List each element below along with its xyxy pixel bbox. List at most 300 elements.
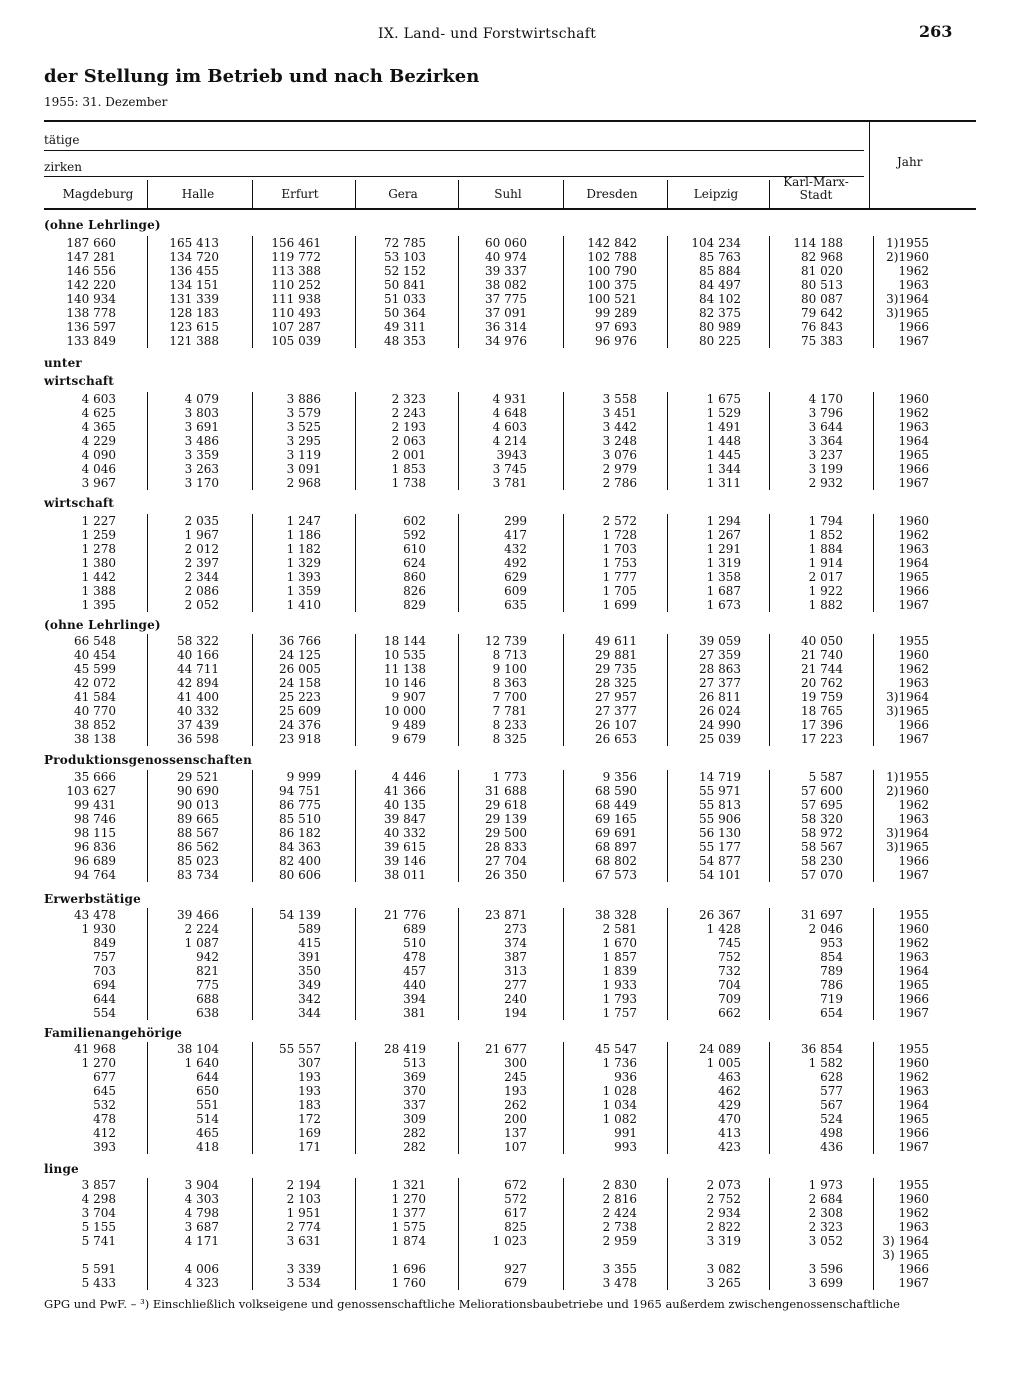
table-cell: 1 087: [184, 936, 219, 950]
table-cell: 3943: [496, 448, 527, 462]
table-cell: 3 248: [602, 434, 637, 448]
table-cell: 1 738: [391, 476, 426, 490]
table-cell: 4 046: [81, 462, 116, 476]
table-cell: 54 101: [699, 868, 741, 882]
table-row: [0, 598, 1024, 612]
table-cell: 94 751: [279, 784, 321, 798]
table-cell: 55 557: [279, 1042, 321, 1056]
table-cell: 423: [718, 1140, 741, 1154]
header-label-zirken: zirken: [44, 160, 82, 174]
table-cell: 3 631: [286, 1234, 321, 1248]
table-cell: 369: [403, 1070, 426, 1084]
table-cell: 1 442: [81, 570, 116, 584]
year-cell: 1964: [898, 964, 929, 978]
header-bottom-rule: [44, 208, 976, 210]
table-cell: 193: [298, 1070, 321, 1084]
table-cell: 300: [504, 1056, 527, 1070]
table-cell: 7 700: [492, 690, 527, 704]
year-cell: 2)1960: [886, 250, 929, 264]
year-cell: 3)1964: [886, 826, 929, 840]
table-cell: 2 308: [808, 1206, 843, 1220]
table-row: [0, 1084, 1024, 1098]
table-cell: 953: [820, 936, 843, 950]
table-cell: 133 849: [66, 334, 116, 348]
year-cell: 1966: [898, 1126, 929, 1140]
table-cell: 342: [298, 992, 321, 1006]
table-cell: 1 278: [81, 542, 116, 556]
table-cell: 1 359: [286, 584, 321, 598]
table-cell: 854: [820, 950, 843, 964]
year-cell: 3)1965: [886, 840, 929, 854]
table-cell: 66 548: [74, 634, 116, 648]
table-cell: 282: [403, 1126, 426, 1140]
table-cell: 28 833: [485, 840, 527, 854]
table-cell: 5 591: [81, 1262, 116, 1276]
table-cell: 49 311: [384, 320, 426, 334]
table-cell: 102 788: [587, 250, 637, 264]
table-cell: 26 811: [699, 690, 741, 704]
table-row: [0, 420, 1024, 434]
table-cell: 1 839: [602, 964, 637, 978]
table-row: [0, 1234, 1024, 1248]
table-cell: 3 558: [602, 392, 637, 406]
table-cell: 83 734: [177, 868, 219, 882]
table-cell: 638: [196, 1006, 219, 1020]
table-cell: 1 640: [184, 1056, 219, 1070]
table-cell: 37 439: [177, 718, 219, 732]
table-cell: 55 971: [699, 784, 741, 798]
table-cell: 462: [718, 1084, 741, 1098]
table-cell: 111 938: [271, 292, 321, 306]
table-cell: 86 182: [279, 826, 321, 840]
table-cell: 85 763: [699, 250, 741, 264]
table-row: [0, 732, 1024, 746]
table-cell: 136 597: [66, 320, 116, 334]
table-cell: 31 697: [801, 908, 843, 922]
table-cell: 3 967: [81, 476, 116, 490]
table-cell: 478: [93, 1112, 116, 1126]
table-cell: 617: [504, 1206, 527, 1220]
section-title-line2: wirtschaft: [44, 374, 115, 388]
table-cell: 1 321: [391, 1178, 426, 1192]
year-column-label: Jahr: [897, 155, 923, 169]
table-cell: 103 627: [66, 784, 116, 798]
table-cell: 37 775: [485, 292, 527, 306]
table-cell: 650: [196, 1084, 219, 1098]
table-cell: 524: [820, 1112, 843, 1126]
table-cell: 1 705: [602, 584, 637, 598]
table-cell: 17 396: [801, 718, 843, 732]
table-cell: 2 959: [602, 1234, 637, 1248]
table-cell: 1 270: [391, 1192, 426, 1206]
table-cell: 1 793: [602, 992, 637, 1006]
table-cell: 85 023: [177, 854, 219, 868]
table-cell: 337: [403, 1098, 426, 1112]
table-cell: 11 138: [384, 662, 426, 676]
table-row: [0, 1178, 1024, 1192]
table-cell: 1 491: [706, 420, 741, 434]
table-row: [0, 528, 1024, 542]
table-cell: 1 687: [706, 584, 741, 598]
year-cell: 3) 1965: [882, 1248, 929, 1262]
year-cell: 1955: [898, 1178, 929, 1192]
column-header: Karl-Marx-Stadt: [783, 175, 849, 202]
table-cell: 498: [820, 1126, 843, 1140]
table-cell: 2 822: [706, 1220, 741, 1234]
table-cell: 2 012: [184, 542, 219, 556]
table-cell: 786: [820, 978, 843, 992]
table-cell: 38 011: [384, 868, 426, 882]
year-cell: 1963: [898, 1220, 929, 1234]
table-cell: 58 972: [801, 826, 843, 840]
table-row: [0, 648, 1024, 662]
table-cell: 42 894: [177, 676, 219, 690]
table-cell: 991: [614, 1126, 637, 1140]
table-cell: 572: [504, 1192, 527, 1206]
table-cell: 19 759: [801, 690, 843, 704]
table-cell: 39 847: [384, 812, 426, 826]
table-cell: 1 358: [706, 570, 741, 584]
table-cell: 85 884: [699, 264, 741, 278]
table-cell: 98 115: [74, 826, 116, 840]
table-cell: 107 287: [271, 320, 321, 334]
table-row: [0, 868, 1024, 882]
table-cell: 38 104: [177, 1042, 219, 1056]
table-cell: 24 089: [699, 1042, 741, 1056]
table-cell: 309: [403, 1112, 426, 1126]
table-cell: 3 339: [286, 1262, 321, 1276]
table-cell: 3 263: [184, 462, 219, 476]
table-cell: 1 951: [286, 1206, 321, 1220]
table-cell: 3 359: [184, 448, 219, 462]
table-cell: 1 395: [81, 598, 116, 612]
table-cell: 752: [718, 950, 741, 964]
table-row: [0, 1112, 1024, 1126]
header-column-divider: [147, 180, 148, 208]
table-cell: 23 871: [485, 908, 527, 922]
table-row: [0, 950, 1024, 964]
year-cell: 1963: [898, 420, 929, 434]
table-cell: 84 363: [279, 840, 321, 854]
table-cell: 393: [93, 1140, 116, 1154]
table-cell: 628: [820, 1070, 843, 1084]
year-cell: 1963: [898, 950, 929, 964]
table-cell: 514: [196, 1112, 219, 1126]
table-cell: 21 776: [384, 908, 426, 922]
table-cell: 26 107: [595, 718, 637, 732]
table-cell: 14 719: [699, 770, 741, 784]
table-cell: 104 234: [691, 236, 741, 250]
table-cell: 23 918: [279, 732, 321, 746]
table-cell: 3 486: [184, 434, 219, 448]
table-cell: 3 355: [602, 1262, 637, 1276]
table-cell: 24 125: [279, 648, 321, 662]
table-row: [0, 1220, 1024, 1234]
table-cell: 1 794: [808, 514, 843, 528]
table-cell: 436: [820, 1140, 843, 1154]
table-row: [0, 922, 1024, 936]
table-cell: 10 535: [384, 648, 426, 662]
table-cell: 1 670: [602, 936, 637, 950]
table-cell: 1 529: [706, 406, 741, 420]
table-cell: 3 644: [808, 420, 843, 434]
table-cell: 60 060: [485, 236, 527, 250]
table-cell: 10 146: [384, 676, 426, 690]
table-cell: 240: [504, 992, 527, 1006]
table-cell: 3 534: [286, 1276, 321, 1290]
table-row: [0, 812, 1024, 826]
section-title: wirtschaft: [44, 496, 115, 510]
table-row: [0, 570, 1024, 584]
table-cell: 2 323: [391, 392, 426, 406]
table-cell: 3 076: [602, 448, 637, 462]
year-cell: 1960: [898, 648, 929, 662]
table-title: der Stellung im Betrieb und nach Bezirken: [44, 66, 480, 87]
table-cell: 68 449: [595, 798, 637, 812]
table-cell: 860: [403, 570, 426, 584]
table-cell: 2 344: [184, 570, 219, 584]
year-cell: 1965: [898, 448, 929, 462]
table-cell: 90 690: [177, 784, 219, 798]
table-cell: 4 079: [184, 392, 219, 406]
table-cell: 40 454: [74, 648, 116, 662]
table-cell: 28 325: [595, 676, 637, 690]
table-cell: 1 034: [602, 1098, 637, 1112]
year-cell: 1966: [898, 1262, 929, 1276]
table-cell: 1 575: [391, 1220, 426, 1234]
table-cell: 3 052: [808, 1234, 843, 1248]
table-row: [0, 306, 1024, 320]
section-title: Familienangehörige: [44, 1026, 183, 1040]
table-cell: 1 852: [808, 528, 843, 542]
table-cell: 114 188: [793, 236, 843, 250]
year-cell: 1967: [898, 732, 929, 746]
table-cell: 1 753: [602, 556, 637, 570]
table-cell: 3 699: [808, 1276, 843, 1290]
table-cell: 38 082: [485, 278, 527, 292]
table-cell: 24 158: [279, 676, 321, 690]
table-row: [0, 784, 1024, 798]
table-cell: 187 660: [66, 236, 116, 250]
table-cell: 635: [504, 598, 527, 612]
table-row: [0, 476, 1024, 490]
table-cell: 1 728: [602, 528, 637, 542]
table-row: [0, 1248, 1024, 1262]
year-cell: 1)1955: [886, 770, 929, 784]
table-cell: 2 103: [286, 1192, 321, 1206]
table-cell: 5 587: [808, 770, 843, 784]
table-cell: 193: [298, 1084, 321, 1098]
table-cell: 492: [504, 556, 527, 570]
table-cell: 68 590: [595, 784, 637, 798]
table-cell: 40 974: [485, 250, 527, 264]
table-cell: 100 375: [587, 278, 637, 292]
table-cell: 993: [614, 1140, 637, 1154]
table-cell: 577: [820, 1084, 843, 1098]
table-cell: 2 397: [184, 556, 219, 570]
table-cell: 58 322: [177, 634, 219, 648]
year-cell: 1963: [898, 1084, 929, 1098]
table-cell: 4 603: [492, 420, 527, 434]
table-cell: 44 711: [177, 662, 219, 676]
table-cell: 27 359: [699, 648, 741, 662]
table-cell: 9 100: [492, 662, 527, 676]
table-cell: 38 138: [74, 732, 116, 746]
table-cell: 1 967: [184, 528, 219, 542]
table-cell: 29 521: [177, 770, 219, 784]
year-cell: 1962: [898, 1206, 929, 1220]
table-cell: 76 843: [801, 320, 843, 334]
table-cell: 374: [504, 936, 527, 950]
table-cell: 4 603: [81, 392, 116, 406]
table-cell: 1 582: [808, 1056, 843, 1070]
column-header: Leipzig: [693, 187, 739, 201]
table-row: [0, 292, 1024, 306]
table-cell: 42 072: [74, 676, 116, 690]
table-row: [0, 1070, 1024, 1084]
table-cell: 679: [504, 1276, 527, 1290]
year-cell: 1955: [898, 634, 929, 648]
table-cell: 18 144: [384, 634, 426, 648]
table-cell: 4 170: [808, 392, 843, 406]
table-cell: 128 183: [169, 306, 219, 320]
table-cell: 88 567: [177, 826, 219, 840]
table-cell: 602: [403, 514, 426, 528]
table-cell: 4 625: [81, 406, 116, 420]
table-cell: 3 237: [808, 448, 843, 462]
table-cell: 86 562: [177, 840, 219, 854]
table-cell: 1 227: [81, 514, 116, 528]
column-header: Gera: [388, 187, 418, 201]
table-cell: 1 884: [808, 542, 843, 556]
table-cell: 31 688: [485, 784, 527, 798]
table-cell: 551: [196, 1098, 219, 1112]
column-header: Dresden: [586, 187, 638, 201]
table-cell: 137: [504, 1126, 527, 1140]
table-cell: 1 270: [81, 1056, 116, 1070]
table-cell: 936: [614, 1070, 637, 1084]
table-cell: 194: [504, 1006, 527, 1020]
table-cell: 2 979: [602, 462, 637, 476]
year-cell: 1960: [898, 1192, 929, 1206]
year-cell: 1966: [898, 992, 929, 1006]
table-cell: 8 233: [492, 718, 527, 732]
table-cell: 36 314: [485, 320, 527, 334]
table-cell: 1 428: [706, 922, 741, 936]
table-row: [0, 798, 1024, 812]
table-cell: 349: [298, 978, 321, 992]
table-cell: 72 785: [384, 236, 426, 250]
table-cell: 113 388: [271, 264, 321, 278]
table-cell: 165 413: [169, 236, 219, 250]
table-subtitle: 1955: 31. Dezember: [44, 95, 168, 109]
table-cell: 391: [298, 950, 321, 964]
table-cell: 849: [93, 936, 116, 950]
table-cell: 40 050: [801, 634, 843, 648]
table-cell: 67 573: [595, 868, 637, 882]
table-row: [0, 1192, 1024, 1206]
section-title: unter: [44, 356, 82, 370]
table-cell: 200: [504, 1112, 527, 1126]
year-cell: 1967: [898, 1276, 929, 1290]
table-row: [0, 250, 1024, 264]
table-cell: 29 881: [595, 648, 637, 662]
table-cell: 9 999: [286, 770, 321, 784]
table-cell: 4 229: [81, 434, 116, 448]
table-cell: 1 760: [391, 1276, 426, 1290]
table-cell: 1 673: [706, 598, 741, 612]
table-cell: 110 252: [271, 278, 321, 292]
table-cell: 24 376: [279, 718, 321, 732]
table-cell: 58 320: [801, 812, 843, 826]
table-cell: 1 380: [81, 556, 116, 570]
table-cell: 2 035: [184, 514, 219, 528]
table-cell: 40 166: [177, 648, 219, 662]
year-cell: 1)1955: [886, 236, 929, 250]
table-cell: 412: [93, 1126, 116, 1140]
table-cell: 2 684: [808, 1192, 843, 1206]
year-cell: 1965: [898, 978, 929, 992]
table-cell: 2 816: [602, 1192, 637, 1206]
table-cell: 2 932: [808, 476, 843, 490]
year-cell: 1966: [898, 854, 929, 868]
year-cell: 1967: [898, 868, 929, 882]
table-cell: 1 882: [808, 598, 843, 612]
table-cell: 513: [403, 1056, 426, 1070]
table-cell: 4 298: [81, 1192, 116, 1206]
table-cell: 26 024: [699, 704, 741, 718]
table-cell: 1 933: [602, 978, 637, 992]
table-cell: 38 328: [595, 908, 637, 922]
header-column-divider: [252, 180, 253, 208]
table-cell: 654: [820, 1006, 843, 1020]
table-cell: 1 344: [706, 462, 741, 476]
year-cell: 1962: [898, 798, 929, 812]
table-cell: 662: [718, 1006, 741, 1020]
table-row: [0, 462, 1024, 476]
table-cell: 26 653: [595, 732, 637, 746]
table-row: [0, 964, 1024, 978]
year-cell: 1962: [898, 662, 929, 676]
top-rule: [44, 120, 976, 122]
year-cell: 1963: [898, 278, 929, 292]
table-cell: 39 059: [699, 634, 741, 648]
table-row: [0, 1126, 1024, 1140]
page-number: 263: [919, 22, 953, 41]
table-row: [0, 770, 1024, 784]
table-cell: 942: [196, 950, 219, 964]
header-column-divider: [563, 180, 564, 208]
table-cell: 2 830: [602, 1178, 637, 1192]
year-cell: 1967: [898, 1140, 929, 1154]
table-cell: 592: [403, 528, 426, 542]
table-row: [0, 854, 1024, 868]
table-cell: 370: [403, 1084, 426, 1098]
table-row: [0, 584, 1024, 598]
table-cell: 3 745: [492, 462, 527, 476]
table-row: [0, 704, 1024, 718]
table-row: [0, 908, 1024, 922]
table-cell: 18 765: [801, 704, 843, 718]
table-cell: 21 744: [801, 662, 843, 676]
table-cell: 8 363: [492, 676, 527, 690]
table-row: [0, 1056, 1024, 1070]
table-cell: 100 790: [587, 264, 637, 278]
table-cell: 3 265: [706, 1276, 741, 1290]
table-cell: 53 103: [384, 250, 426, 264]
table-cell: 415: [298, 936, 321, 950]
table-cell: 29 735: [595, 662, 637, 676]
